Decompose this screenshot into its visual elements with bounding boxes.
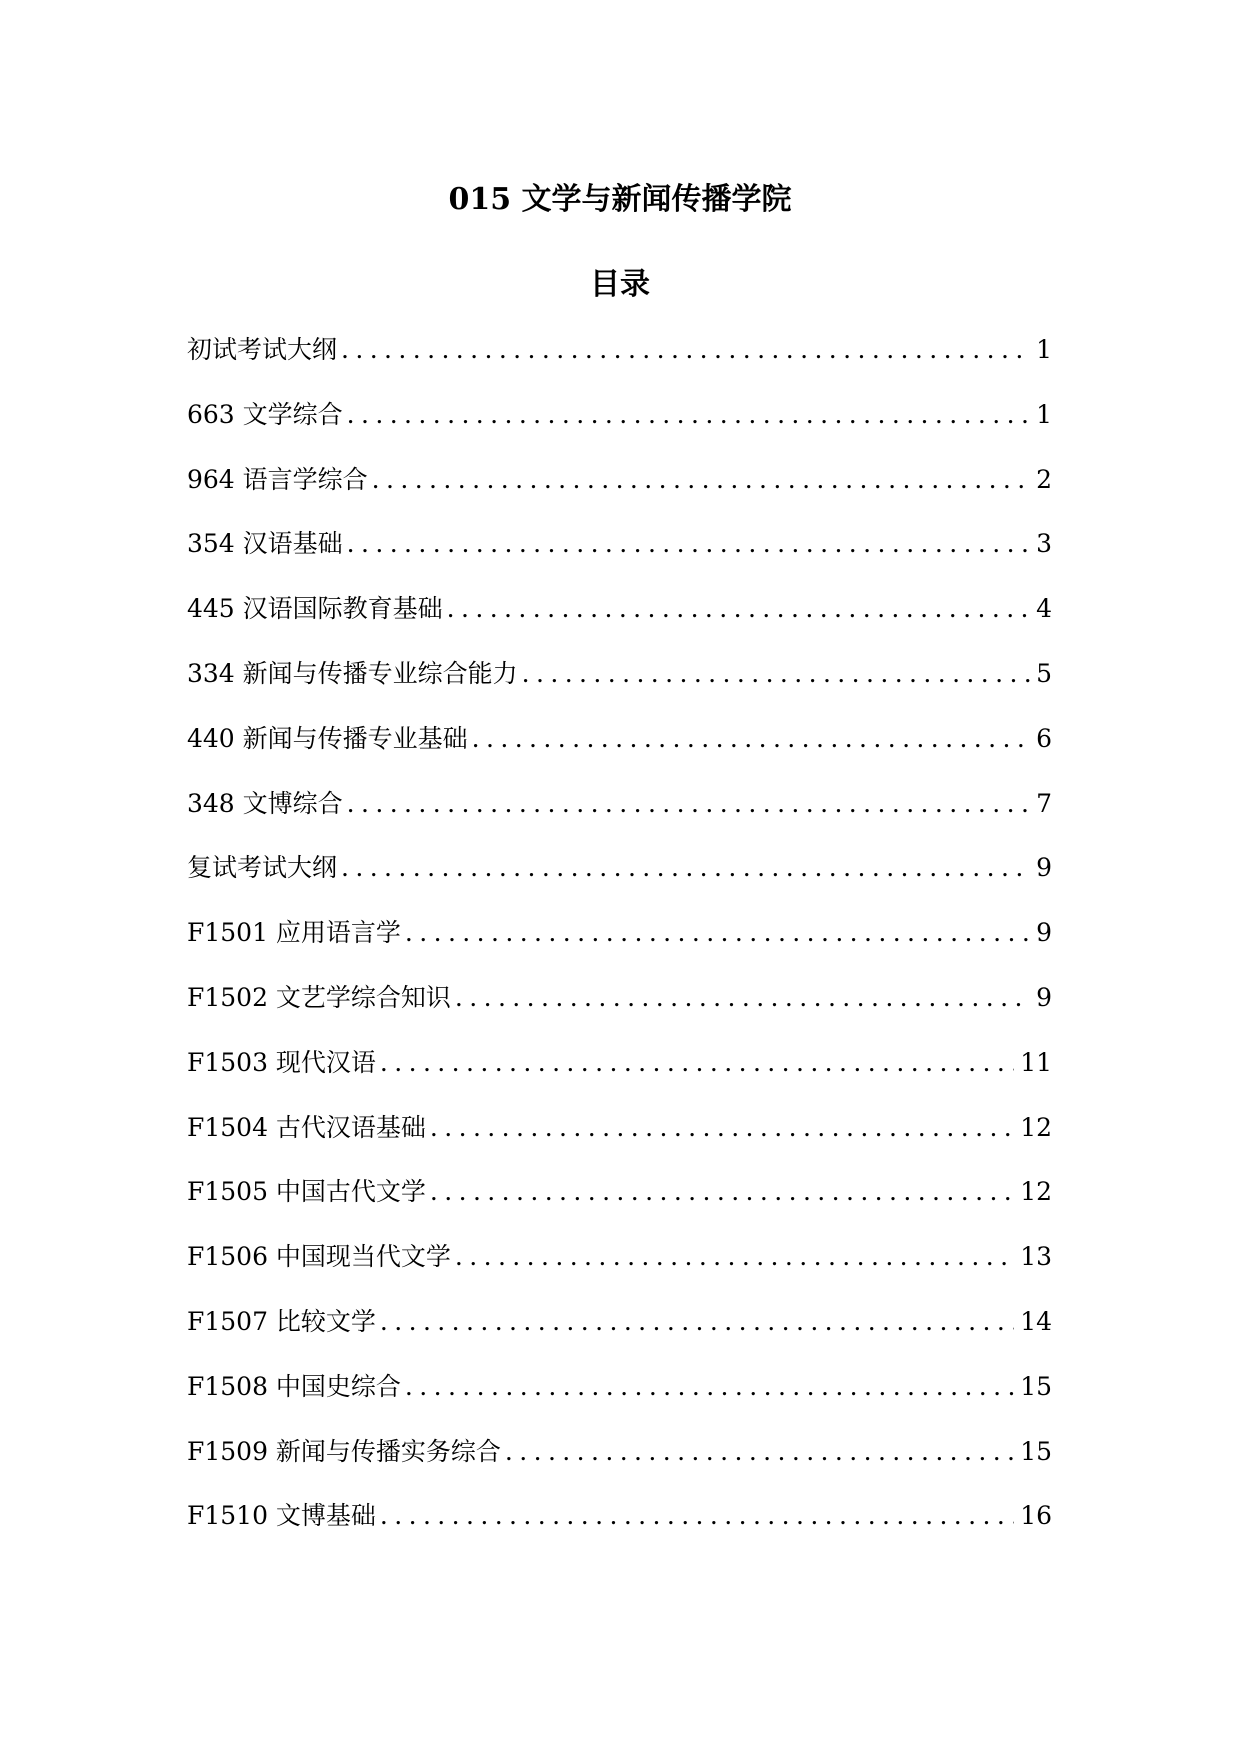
toc-entry[interactable] [187,460,1052,525]
toc-page-number: 9 [1036,982,1052,1012]
toc-entry[interactable] [187,1172,1052,1237]
toc-page-number: 15 [1020,1371,1052,1401]
toc-entry[interactable] [187,848,1052,913]
toc-entry[interactable] [187,1432,1052,1497]
toc-page-number: 1 [1036,399,1052,429]
toc-page-number: 14 [1020,1306,1052,1336]
table-of-contents [187,330,1052,1561]
toc-page-number: 15 [1020,1436,1052,1466]
toc-entry-label: F1507 比较文学 [187,1306,376,1336]
toc-page-number: 2 [1036,464,1052,494]
toc-dot-leader [341,848,1030,888]
toc-entry-label: F1502 文艺学综合知识 [187,982,451,1012]
toc-page-number: 9 [1036,918,1052,948]
toc-entry[interactable] [187,1237,1052,1302]
toc-dot-leader [380,1043,1014,1083]
toc-page-number: 5 [1036,658,1052,688]
toc-entry[interactable] [187,978,1052,1043]
toc-entry-label: F1509 新闻与传播实务综合 [187,1436,501,1466]
toc-page-number: 3 [1036,529,1052,559]
document-title: 015 文学与新闻传播学院 [448,182,792,217]
toc-dot-leader [380,1302,1014,1342]
toc-dot-leader [447,589,1030,629]
toc-entry-label: 初试考试大纲 [187,335,338,364]
toc-entry-label: F1504 古代汉语基础 [187,1112,426,1142]
toc-entry-label: 复试考试大纲 [187,853,338,883]
toc-dot-leader [455,978,1030,1018]
toc-entry-label: F1510 文博基础 [187,1501,376,1531]
toc-dot-leader [405,913,1030,953]
toc-page-number: 4 [1036,594,1052,624]
toc-dot-leader [505,1432,1014,1472]
toc-page-number: 11 [1020,1047,1052,1077]
toc-dot-leader [347,524,1030,564]
toc-entry-label: 964 语言学综合 [187,464,368,494]
toc-entry[interactable] [187,1043,1052,1108]
toc-entry-label: 440 新闻与传播专业基础 [187,723,468,753]
toc-entry-label: F1505 中国古代文学 [187,1177,426,1207]
toc-heading: 目录 [590,267,650,302]
toc-entry[interactable] [187,654,1052,719]
toc-page-number: 6 [1036,723,1052,753]
toc-page-number: 13 [1020,1242,1052,1272]
toc-entry[interactable] [187,1496,1052,1561]
toc-page-number: 7 [1036,788,1052,818]
toc-entry-label: 348 文博综合 [187,788,343,818]
toc-page-number: 9 [1036,853,1052,883]
toc-dot-leader [430,1172,1014,1212]
toc-entry-label: 354 汉语基础 [187,529,343,559]
toc-entry[interactable] [187,330,1052,395]
toc-entry[interactable] [187,524,1052,589]
toc-dot-leader [430,1108,1014,1148]
toc-entry[interactable] [187,1367,1052,1432]
toc-entry-label: 334 新闻与传播专业综合能力 [187,658,518,688]
toc-entry[interactable] [187,784,1052,849]
toc-entry[interactable] [187,1302,1052,1367]
toc-dot-leader [372,460,1030,500]
toc-dot-leader [341,330,1030,370]
toc-entry-label: F1508 中国史综合 [187,1371,401,1401]
toc-dot-leader [522,654,1030,694]
toc-entry-label: 445 汉语国际教育基础 [187,594,443,624]
toc-entry-label: 663 文学综合 [187,399,343,429]
toc-page-number: 16 [1020,1501,1052,1531]
toc-dot-leader [380,1496,1014,1536]
toc-dot-leader [455,1237,1014,1277]
toc-entry[interactable] [187,1108,1052,1173]
toc-entry[interactable] [187,913,1052,978]
toc-page-number: 12 [1020,1177,1052,1207]
toc-entry-label: F1501 应用语言学 [187,918,401,948]
toc-dot-leader [347,395,1030,435]
toc-dot-leader [405,1367,1014,1407]
toc-entry[interactable] [187,395,1052,460]
toc-entry[interactable] [187,719,1052,784]
toc-dot-leader [347,784,1030,824]
toc-entry[interactable] [187,589,1052,654]
toc-entry-label: F1506 中国现当代文学 [187,1242,451,1272]
toc-entry-label: F1503 现代汉语 [187,1047,376,1077]
toc-dot-leader [472,719,1030,759]
toc-page-number: 12 [1020,1112,1052,1142]
toc-page-number: 1 [1036,335,1052,364]
